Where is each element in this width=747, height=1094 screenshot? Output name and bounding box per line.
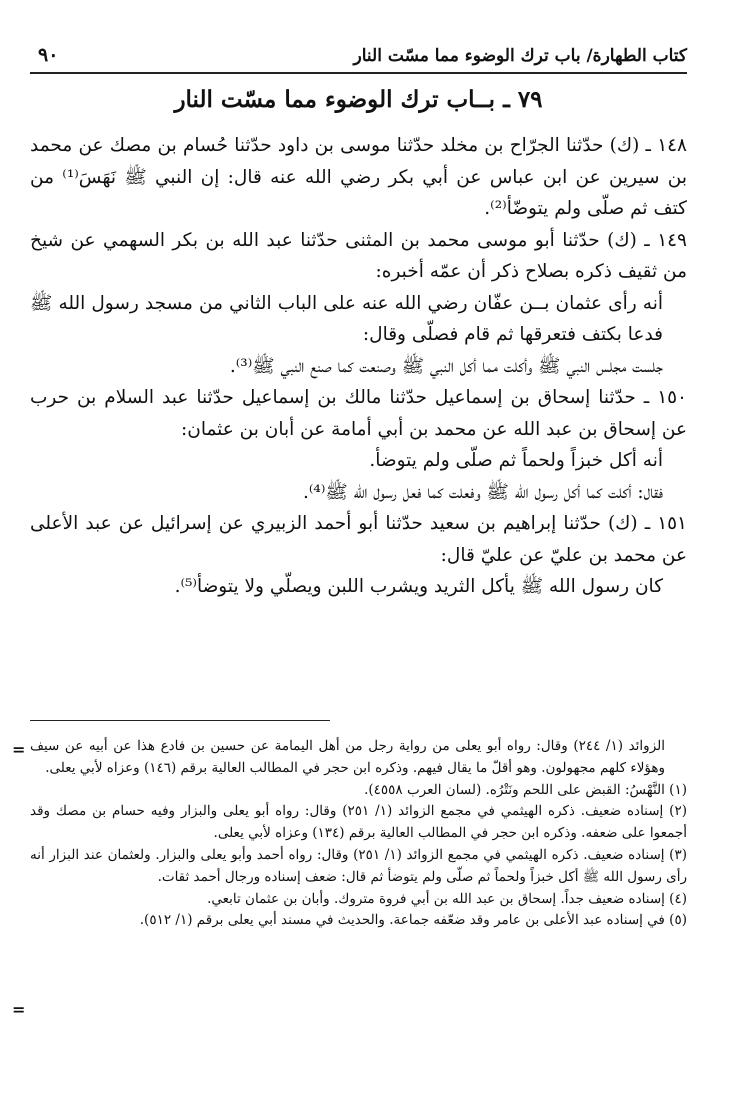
hadith-150-quote: فقال: أكلت كما أكل رسول الله ﷺ وفعلت كما فعل رسول الله ﷺ⁽⁴⁾. [302, 481, 663, 503]
page-number: ٩٠ [38, 44, 59, 66]
footnote-continued: الزوائد (١/ ٢٤٤) وقال: رواه أبو يعلى من رواية رجل من أهل اليمامة عن حسين بن فادع هذا عن أبيه عن سيف وهؤلاء كلهم مجهولون. وهو أقلّ ما يقال فيهم. وذكره ابن حجر في المطالب العالية برقم (١٤٦) وعزاه لأبي يعلى. [30, 738, 666, 776]
continuation-in-mark: = [12, 740, 26, 759]
hadith-149-isnad: ١٤٩ ـ (ك) حدّثنا أبو موسى محمد بن المثنى حدّثنا عبد الله بن بكر السهمي عن شيخ من ثقيف ذكره بصلاح ذكر أن عمّه أخبره: [30, 229, 687, 282]
footnote-separator [30, 720, 330, 721]
footnote-3: (٣) إسناده ضعيف. ذكره الهيثمي في مجمع الزوائد (١/ ٢٥١) وقال: رواه أحمد وأبو يعلى والبزار. ولعثمان عند البزار أنه رأى رسول الله ﷺ أكل خبزاً ولحماً ثم صلّى ولم يتوضأ ثم قال: ضعف إسناده ورجال أحمد ثقات. [30, 846, 687, 885]
hadith-149-matn: أنه رأى عثمان بــن عفّان رضي الله عنه على الباب الثاني من مسجد رسول الله ﷺ فدعا بكتف فتعرقها ثم قام فصلّى وقال: [30, 292, 663, 345]
hadith-148: ١٤٨ ـ (ك) حدّثنا الجرّاح بن مخلد حدّثنا موسى بن داود حدّثنا حُسام بن مصك عن محمد بن سيرين عن ابن عباس عن أبي بكر رضي الله عنه قال: إن النبي ﷺ نَهَسَ⁽¹⁾ من كتف ثم صلّى ولم يتوضّأ⁽²⁾. [30, 135, 687, 219]
footnote-2: (٢) إسناده ضعيف. ذكره الهيثمي في مجمع الزوائد (١/ ٢٥١) وقال: رواه أبو يعلى والبزار وفيه حسام بن مصك وقد أجمعوا على ضعفه. وذكره ابن حجر في المطالب العالية برقم (١٣٤) وعزاه لأبي يعلى. [30, 803, 687, 842]
running-title: كتاب الطهارة/ باب ترك الوضوء مما مسّت النار [353, 46, 687, 66]
hadith-150-isnad: ١٥٠ ـ حدّثنا إسحاق بن إسماعيل حدّثنا مالك بن إسماعيل حدّثنا عبد السلام بن حرب عن إسحاق بن عبد الله عن محمد بن أبي أمامة عن أبان بن عثمان: [30, 387, 687, 440]
continuation-out-mark: = [12, 1000, 26, 1019]
main-text [30, 130, 687, 603]
footnotes [30, 736, 687, 932]
hadith-151-matn: كان رسول الله ﷺ يأكل الثريد ويشرب اللبن ويصلّي ولا يتوضأ⁽⁵⁾. [174, 576, 663, 597]
hadith-150-matn: أنه أكل خبزاً ولحماً ثم صلّى ولم يتوضأ. [369, 450, 663, 471]
footnote-5: (٥) في إسناده عبد الأعلى بن عامر وقد ضعّفه جماعة. والحديث في مسند أبي يعلى برقم (١/ ٥١٢). [139, 912, 687, 929]
hadith-149-quote: جلست مجلس النبي ﷺ وأكلت مما أكل النبي ﷺ وصنعت كما صنع النبي ﷺ⁽³⁾. [229, 355, 663, 377]
chapter-title: ٧٩ ـ بــاب ترك الوضوء مما مسّت النار [174, 86, 543, 113]
footnote-1: (١) النَّهْسُ: القبض على اللحم ونَتْرُه. (لسان العرب ٤٥٥٨). [364, 781, 687, 798]
footnote-4: (٤) إسناده ضعيف جداً. إسحاق بن عبد الله بن أبي فروة متروك. وأبان بن عثمان تابعي. [207, 890, 687, 907]
page-header [30, 44, 687, 74]
hadith-151-isnad: ١٥١ ـ (ك) حدّثنا إبراهيم بن سعيد حدّثنا أبو أحمد الزبيري عن إسرائيل عن عبد الأعلى عن محمد بن عليّ عن عليّ قال: [30, 513, 687, 566]
